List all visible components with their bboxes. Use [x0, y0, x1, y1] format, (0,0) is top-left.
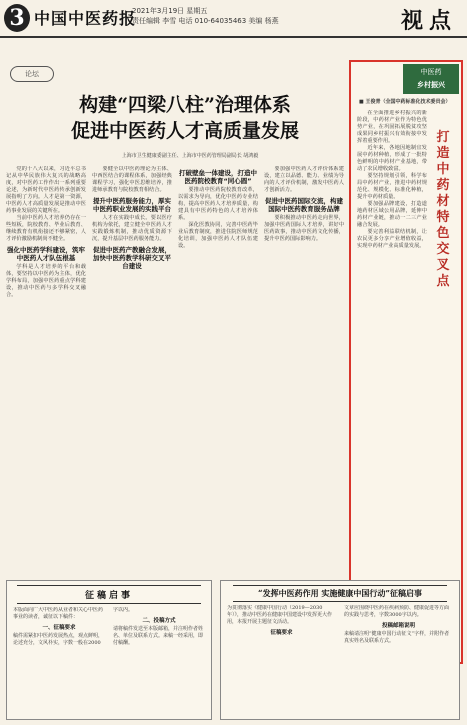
notice-text: 稿件需紧扣中医药发展热点，观点鲜明，论述充分，文风朴实，字数一般在2000字以内。 [13, 607, 134, 646]
notice-text: 请将稿件发送至本版邮箱，并注明作者姓名、单位及联系方式。来稿一经采用，即付稿酬。 [113, 626, 204, 646]
editor-info: 责任编辑 李雪 电话 010-64035463 美编 杨燕 [132, 17, 279, 25]
paragraph: 人才在实践中成长。要以医疗机构为依托，建立健全中医药人才实践锻炼机制，推动优质资源下沉，提升基层中医药服务能力。 [92, 215, 172, 242]
issue-date: 2021年3月19日 星期五 [132, 7, 208, 15]
column-tag [403, 64, 459, 94]
notice-healthy-china [220, 580, 460, 720]
notice-title: 征稿启事 [17, 585, 201, 604]
notice-text: 来稿请注明“健康中国行动征文”字样，并附作者真实姓名及联系方式。 [344, 631, 450, 644]
paragraph: 要积极推动中医药走向世界，加强中医药国际人才培养，讲好中医药故事，推动中医药文化传播，提升中医药国际影响力。 [264, 215, 344, 242]
issue-info [132, 6, 279, 26]
notice-intro: 本版面向广大中医药从业者和关心中医药事业的读者，诚征以下稿件： [13, 607, 104, 620]
article-column-1 [6, 166, 86, 562]
notice-subheading: 投稿邮箱说明 [381, 623, 415, 629]
article-column-2 [92, 166, 172, 562]
paragraph: 要推动中医药院校教育改革，以需求为导向，优化中医药专业结构，提高中医药人才培养质量，构建具有中医药特色的人才培养体系。 [178, 187, 258, 221]
masthead [0, 0, 467, 38]
notice-subheading: 一、征稿要求 [42, 625, 76, 631]
article-byline: 上海市卫生健康委副主任、上海市中医药管理局副局长 胡鸿毅 [121, 153, 259, 159]
notice-subheading: 二、投稿方式 [142, 618, 176, 624]
notice-intro: 为贯彻落实《健康中国行动（2019—2030年）》，推动中医药在健康中国建设中发挥更大作用，本报开展主题征文活动。 [227, 605, 333, 625]
paragraph: 党的十八大以来，习近平总书记从中华民族伟大复兴的战略高度，对中医药工作作出一系列重要论述，为新时代中医药传承创新发展指明了方向。人才是第一资源，中医药人才高质量发展是推动中医药事业发展的关键所在。 [6, 166, 86, 214]
page-number: 3 [4, 4, 30, 32]
notice-subheading: 征稿要求 [270, 630, 293, 636]
section-name: 视点 [400, 8, 457, 34]
subheading: 促进中医药国际交流，构建国际中医药教育服务品牌 [265, 197, 343, 213]
column-tag-bottom: 乡村振兴 [417, 81, 445, 89]
sidebar-title: 打造中药材特色交叉点 [436, 130, 450, 289]
paragraph: 深化医教协同，完善中医药毕业后教育制度，推进住院医师规范化培训，加强中医药人才队伍建设。 [178, 222, 258, 249]
article-column-3 [178, 166, 258, 562]
headline-line-2: 促进中医药人才高质量发展 [70, 120, 299, 142]
paragraph: 要坚持规划引领，科学布局中药材产业，推进中药材规范化、规模化、标准化种植，提升中药材质量。 [357, 173, 427, 200]
paragraph: 学科是人才培养的平台和载体，要坚持以中医药为主体，优化学科布局，加强中医药重点学科建设，推动中医药与多学科交叉融合。 [6, 264, 86, 298]
sidebar-body [357, 110, 427, 650]
paragraph: 要加强中医药人才评价体系建设，建立以品德、能力、业绩为导向的人才评价机制，激发中医药人才创新活力。 [264, 166, 344, 193]
paragraph: 当前中医药人才培养仍存在一些短板，院校教育、毕业后教育、继续教育有机衔接还不够紧密，人才评价激励机制尚不健全。 [6, 215, 86, 242]
column-tag-top: 中医药 [420, 68, 442, 76]
paragraph: 要完善利益联结机制，让农民更多分享产业增值收益，实现中药材产业高质量发展。 [357, 229, 427, 249]
paragraph: 要加强品牌建设，打造道地药材区域公用品牌，延伸中药材产业链，推动一二三产业融合发展。 [357, 201, 427, 228]
subheading: 促进中医药产教融合发展，加快中医药教学科研交叉平台建设 [93, 246, 171, 270]
paragraph: 近年来，各地因地制宜发展中药材种植，形成了一批特色鲜明的中药材产业基地，带动了农民增收致富。 [357, 145, 427, 172]
paragraph: 要健全以中医药理论为主体、中西医结合的课程体系，加强经典课程学习，强化中医思维培养，推进师承教育与院校教育相结合。 [92, 166, 172, 193]
notice-title: “发挥中医药作用 实施健康中国行动”征稿启事 [233, 585, 447, 602]
headline-line-1: 构建“四梁八柱”治理体系 [79, 94, 291, 116]
notice-body [221, 605, 459, 715]
subheading: 强化中医药学科建设，筑牢中医药人才队伍根基 [7, 246, 85, 262]
article-column-4 [264, 166, 344, 562]
subheading: 提升中医药服务能力，厚实中医药职业发展的实践平台 [93, 197, 171, 213]
notice-call-for-papers [6, 580, 212, 720]
article-body [6, 166, 344, 562]
article-headline [40, 92, 330, 144]
subheading: 打破壁垒一体建设，打造中医药院校教育“同心圆” [179, 169, 257, 185]
notice-body [7, 607, 211, 717]
paper-name: 中国中医药报 [34, 9, 137, 28]
sidebar-author: ■ 王俊青（全国中药标准化技术委员会） [359, 99, 451, 105]
paragraph: 在全面推进乡村振兴的新阶段，中药材产业作为特色优势产业，在巩固拓展脱贫攻坚成果同乡村振兴有效衔接中发挥着重要作用。 [357, 110, 427, 144]
notice-text: 文章应围绕中医药在疾病预防、健康促进等方面的实践与思考，字数3000字以内。 [344, 605, 450, 618]
column-stamp: 论坛 [10, 66, 54, 82]
sidebar-article [349, 60, 463, 664]
